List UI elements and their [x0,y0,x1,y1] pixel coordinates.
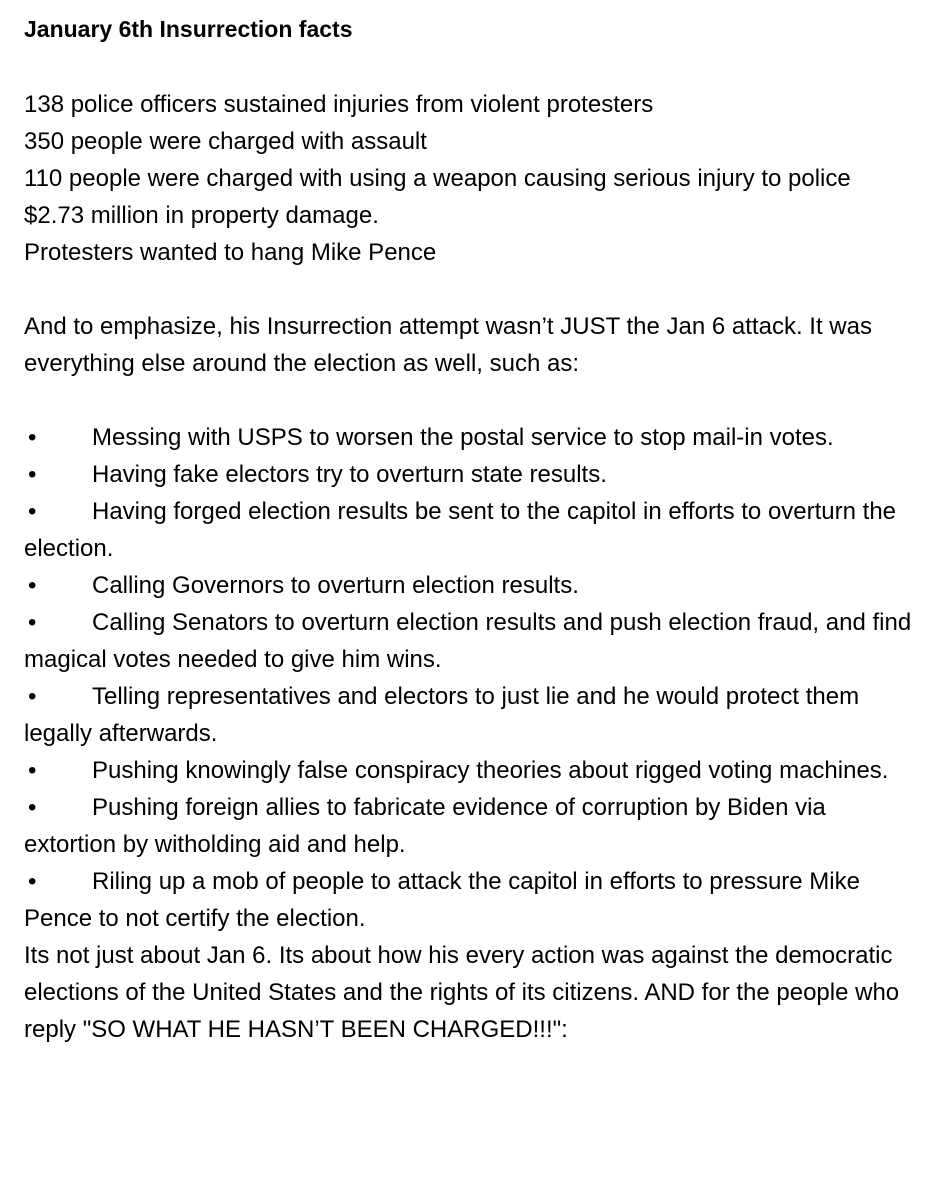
bullet-item [24,567,924,604]
bullet-item [24,493,924,567]
bullet-icon: • [28,757,37,784]
fact-line: Protesters wanted to hang Mike Pence [24,239,437,266]
document-title: January 6th Insurrection facts [24,16,353,42]
bullet-list [24,419,924,937]
fact-line: 350 people were charged with assault [24,128,427,155]
bullet-icon: • [28,572,37,599]
bullet-text: Calling Senators to overturn election results and push election fraud, and find magical votes needed to give him wins. [24,609,912,673]
bullet-icon: • [28,424,37,451]
bullet-icon: • [28,794,37,821]
fact-line: $2.73 million in property damage. [24,202,379,229]
bullet-text: Calling Governors to overturn election results. [92,572,579,599]
document-body [24,12,924,1048]
bullet-text: Riling up a mob of people to attack the capitol in efforts to pressure Mike Pence to not certify the election. [24,868,860,932]
bullet-icon: • [28,461,37,488]
bullet-icon: • [28,683,37,710]
facts-list [24,86,924,271]
bullet-item [24,678,924,752]
bullet-item [24,604,924,678]
bullet-item [24,752,924,789]
bullet-icon: • [28,609,37,636]
bullet-text: Pushing knowingly false conspiracy theories about rigged voting machines. [92,757,889,784]
closing-paragraph: Its not just about Jan 6. Its about how his every action was against the democratic elections of the United States and the rights of its citizens. AND for the people who reply "SO WHAT HE HASN’T BEEN CHARGED!!!": [24,942,900,1043]
emphasis-paragraph: And to emphasize, his Insurrection attempt wasn’t JUST the Jan 6 attack. It was everything else around the election as well, such as: [24,313,872,377]
bullet-item [24,456,924,493]
bullet-icon: • [28,868,37,895]
bullet-item [24,863,924,937]
bullet-text: Messing with USPS to worsen the postal service to stop mail-in votes. [92,424,834,451]
bullet-text: Telling representatives and electors to just lie and he would protect them legally afterwards. [24,683,860,747]
fact-line: 110 people were charged with using a weapon causing serious injury to police [24,165,851,192]
bullet-item [24,789,924,863]
bullet-text: Having forged election results be sent to the capitol in efforts to overturn the election. [24,498,897,562]
bullet-item [24,419,924,456]
bullet-text: Having fake electors try to overturn state results. [92,461,607,488]
fact-line: 138 police officers sustained injuries from violent protesters [24,91,654,118]
bullet-icon: • [28,498,37,525]
bullet-text: Pushing foreign allies to fabricate evidence of corruption by Biden via extortion by witholding aid and help. [24,794,826,858]
